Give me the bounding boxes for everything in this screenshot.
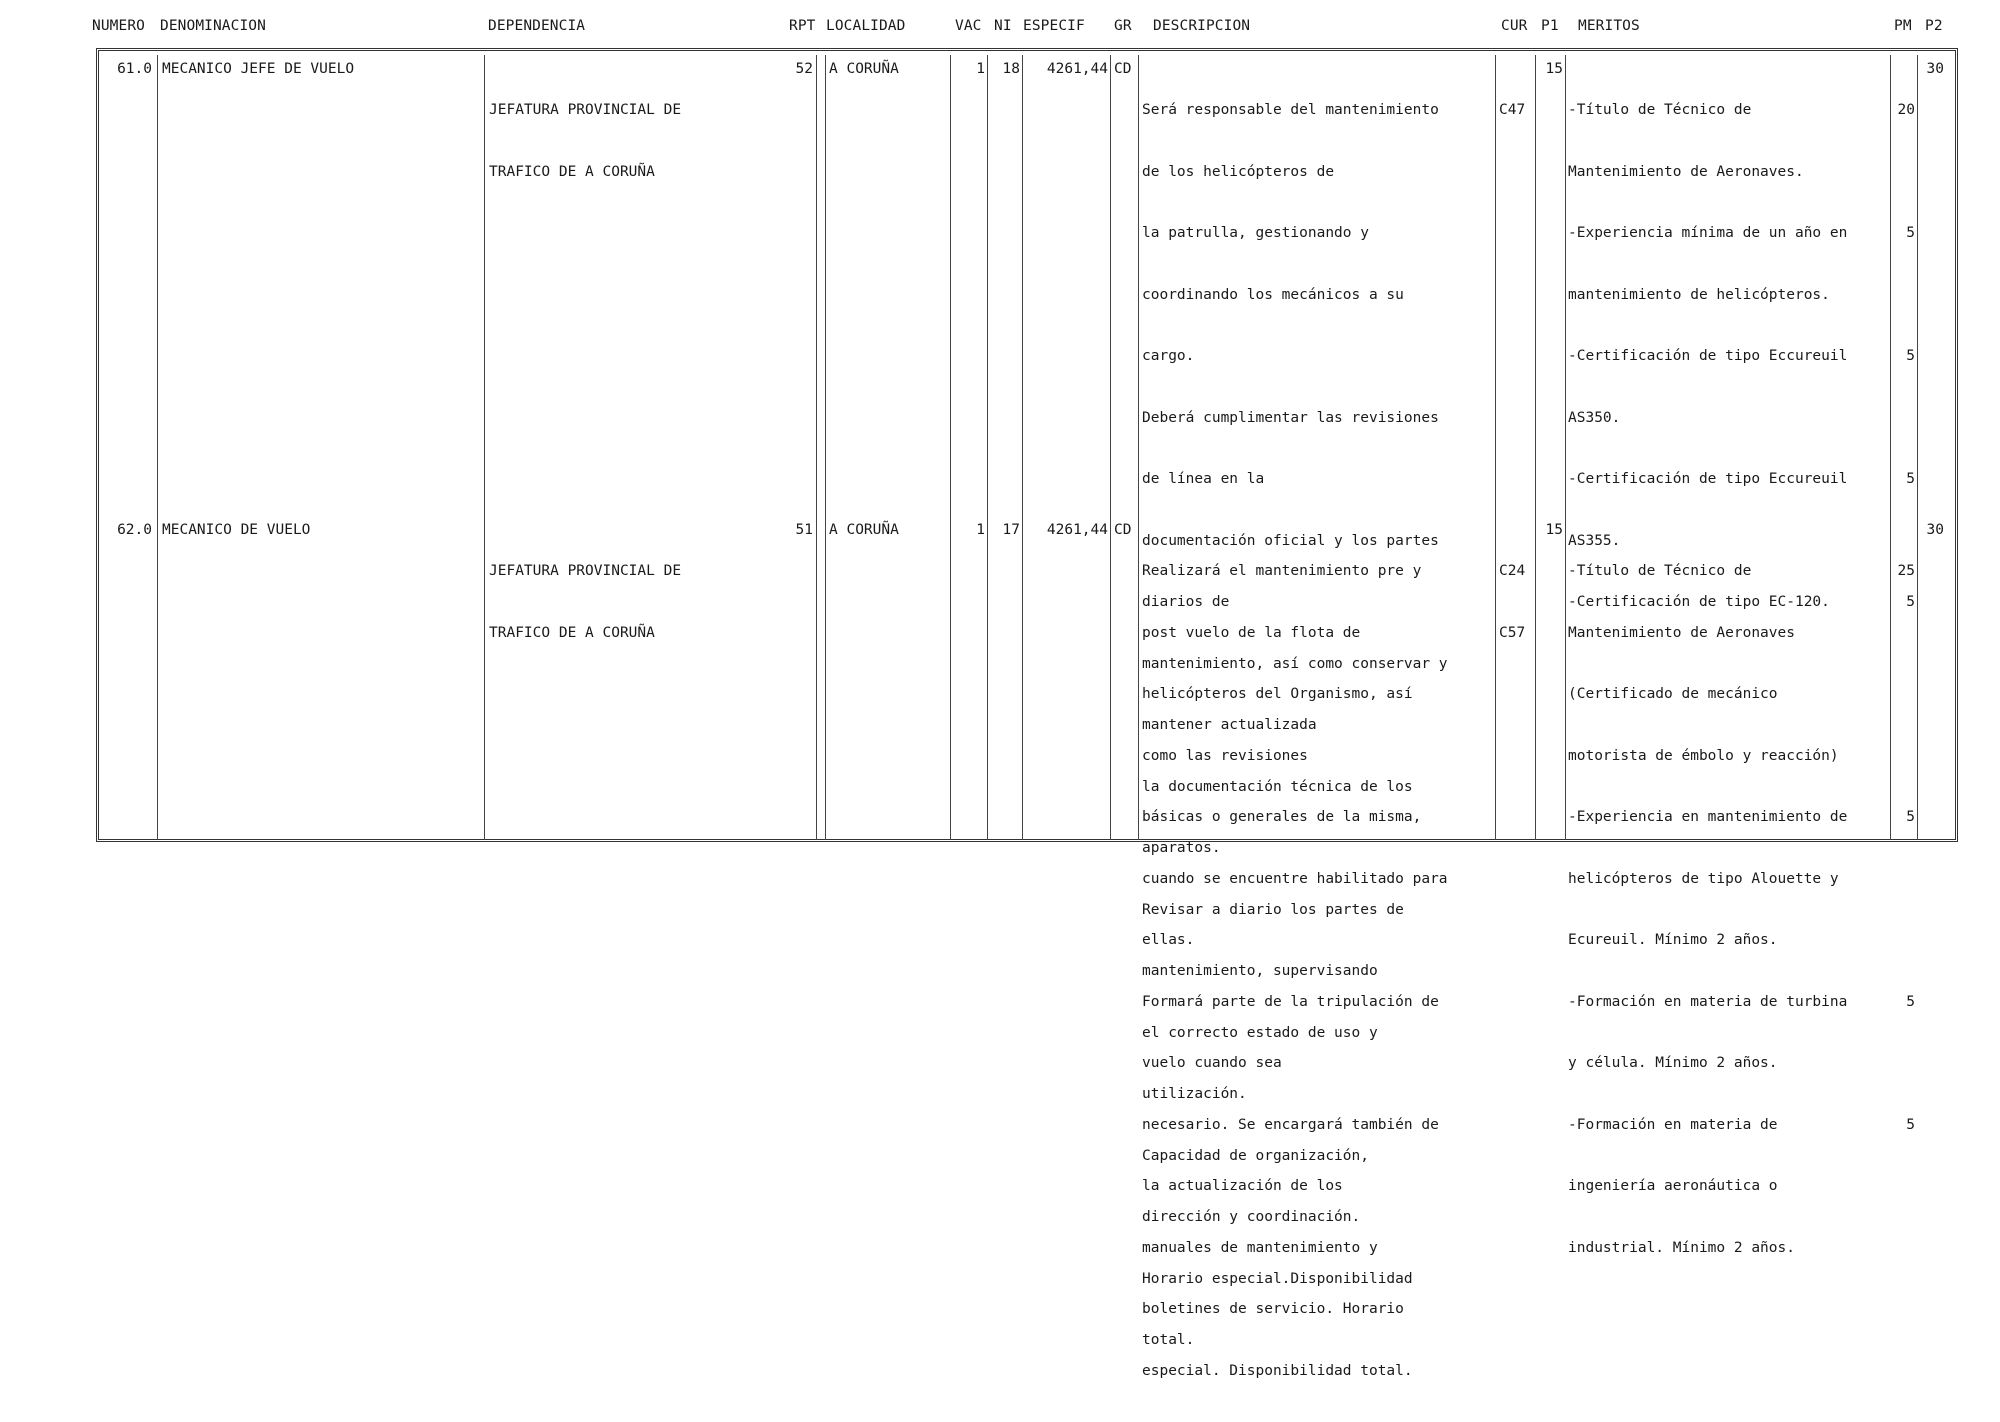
rule-14 (1917, 55, 1918, 840)
descripcion-line: utilización. (1142, 1086, 1247, 1102)
row-dependencia (489, 520, 681, 684)
rule-4 (825, 55, 826, 840)
row-especif: 4261,44 (1046, 61, 1108, 77)
header-denominacion: DENOMINACION (160, 18, 266, 34)
header-descripcion: DESCRIPCION (1153, 18, 1251, 34)
row-ni: 18 (1002, 61, 1020, 77)
descripcion-line: dirección y coordinación. (1142, 1209, 1361, 1225)
descripcion-line: básicas o generales de la misma, (1142, 809, 1422, 825)
pm-value (1891, 623, 1915, 644)
header-numero: NUMERO (92, 18, 145, 34)
meritos-line: AS350. (1568, 409, 1621, 426)
header-p2: P2 (1925, 18, 1943, 34)
pm-value: 5 (1906, 225, 1915, 241)
row-p1: 15 (1545, 61, 1563, 77)
pm-value (1891, 408, 1915, 429)
meritos-line: ingeniería aeronáutica o (1568, 1178, 1778, 1194)
pm-value (1891, 162, 1915, 183)
rule-9 (1138, 55, 1139, 840)
header-especif: ESPECIF (1023, 18, 1085, 34)
meritos-line: -Título de Técnico de (1568, 563, 1752, 579)
descripcion-line: documentación oficial y los partes (1142, 532, 1439, 549)
descripcion-line: Formará parte de la tripulación de (1142, 993, 1439, 1010)
descripcion-line: Realizará el mantenimiento pre y (1142, 563, 1422, 579)
header-meritos: MERITOS (1578, 18, 1640, 34)
meritos-line: y célula. Mínimo 2 años. (1568, 1055, 1778, 1071)
descripcion-line: de los helicópteros de (1142, 163, 1335, 180)
header-p1: P1 (1541, 18, 1559, 34)
header-localidad: LOCALIDAD (826, 18, 906, 34)
pm-value (1891, 1053, 1915, 1074)
row-cur (1499, 520, 1534, 684)
meritos-line: -Formación en materia de turbina (1568, 993, 1848, 1010)
descripcion-line: la patrulla, gestionando y (1142, 225, 1369, 241)
rule-2 (484, 55, 485, 840)
descripcion-line: ellas. (1142, 932, 1195, 948)
descripcion-line: helicópteros del Organismo, así (1142, 686, 1413, 702)
descripcion-line: mantenimiento, así como conservar y (1142, 655, 1448, 672)
header-vac: VAC (955, 18, 982, 34)
meritos-line: (Certificado de mecánico (1568, 686, 1778, 702)
rule-12 (1565, 55, 1566, 840)
descripcion-line: cuando se encuentre habilitado para (1142, 870, 1448, 887)
row-vac: 1 (976, 522, 985, 538)
descripcion-line: Deberá cumplimentar las revisiones (1142, 409, 1439, 426)
descripcion-line: de línea en la (1142, 471, 1265, 487)
cur-code: C47 (1499, 102, 1526, 118)
descripcion-line: post vuelo de la flota de (1142, 624, 1361, 641)
descripcion-line: Horario especial.Disponibilidad (1142, 1270, 1413, 1287)
descripcion-line: cargo. (1142, 348, 1195, 364)
row-denominacion: MECANICO JEFE DE VUELO (162, 61, 355, 77)
row-rpt: 51 (795, 522, 813, 538)
row-p2: 30 (1926, 61, 1944, 77)
dependencia-line: JEFATURA PROVINCIAL DE (489, 563, 682, 579)
cur-code: C57 (1499, 624, 1526, 641)
descripcion-line: coordinando los mecánicos a su (1142, 286, 1404, 303)
pm-value (1891, 684, 1915, 705)
row-localidad: A CORUÑA (829, 522, 899, 538)
pm-value: 5 (1906, 809, 1915, 825)
pm-value: 5 (1906, 993, 1915, 1010)
row-cur (1499, 59, 1534, 162)
meritos-line: mantenimiento de helicópteros. (1568, 286, 1830, 303)
rule-7 (1022, 55, 1023, 840)
meritos-line: motorista de émbolo y reacción) (1568, 747, 1839, 764)
meritos-line: AS355. (1568, 532, 1621, 549)
meritos-line: -Experiencia en mantenimiento de (1568, 809, 1848, 825)
descripcion-line: manuales de mantenimiento y (1142, 1239, 1378, 1256)
row-especif: 4261,44 (1046, 522, 1108, 538)
descripcion-line: mantenimiento, supervisando (1142, 963, 1378, 979)
descripcion-line: la documentación técnica de los (1142, 778, 1413, 795)
row-denominacion: MECANICO DE VUELO (162, 522, 311, 538)
pm-value: 5 (1906, 471, 1915, 487)
row-p1: 15 (1545, 522, 1563, 538)
header-pm: PM (1894, 18, 1912, 34)
dependencia-line: JEFATURA PROVINCIAL DE (489, 102, 682, 118)
row-gr: CD (1114, 61, 1132, 77)
pm-value (1891, 746, 1915, 767)
descripcion-line: como las revisiones (1142, 747, 1308, 764)
row-localidad: A CORUÑA (829, 61, 899, 77)
header-cur: CUR (1501, 18, 1528, 34)
rule-3 (816, 55, 817, 840)
dependencia-line: TRAFICO DE A CORUÑA (489, 624, 655, 641)
meritos-line: -Certificación de tipo Eccureuil (1568, 471, 1848, 487)
meritos-line: -Certificación de tipo Eccureuil (1568, 348, 1848, 364)
meritos-line: Mantenimiento de Aeronaves. (1568, 163, 1804, 180)
row-descripcion (1142, 520, 1448, 1422)
pm-value (1891, 869, 1915, 890)
pm-value: 5 (1906, 594, 1915, 610)
descripcion-line: la actualización de los (1142, 1178, 1343, 1194)
rule-6 (987, 55, 988, 840)
row-meritos (1568, 520, 1847, 1299)
descripcion-line: Capacidad de organización, (1142, 1147, 1369, 1164)
row-vac: 1 (976, 61, 985, 77)
rule-11 (1535, 55, 1536, 840)
pm-value: 5 (1906, 348, 1915, 364)
row-p2: 30 (1926, 522, 1944, 538)
row-rpt: 52 (795, 61, 813, 77)
rule-10 (1495, 55, 1496, 840)
row-numero: 62.0 (117, 522, 152, 538)
row-pm (1891, 520, 1915, 1299)
rule-1 (157, 55, 158, 840)
meritos-line: Mantenimiento de Aeronaves (1568, 624, 1795, 641)
row-ni: 17 (1002, 522, 1020, 538)
descripcion-line: el correcto estado de uso y (1142, 1024, 1378, 1041)
header-ni: NI (994, 18, 1012, 34)
pm-value (1891, 285, 1915, 306)
pm-value (1891, 930, 1915, 951)
row-gr: CD (1114, 522, 1132, 538)
pm-value: 5 (1906, 1116, 1915, 1133)
cur-code: C24 (1499, 563, 1526, 579)
header-dependencia: DEPENDENCIA (488, 18, 586, 34)
descripcion-line: total. (1142, 1332, 1195, 1348)
dependencia-line: TRAFICO DE A CORUÑA (489, 163, 655, 180)
meritos-line: -Certificación de tipo EC-120. (1568, 594, 1830, 610)
descripcion-line: aparatos. (1142, 840, 1221, 856)
descripcion-line: necesario. Se encargará también de (1142, 1116, 1439, 1133)
descripcion-line: especial. Disponibilidad total. (1142, 1362, 1413, 1379)
meritos-line: -Experiencia mínima de un año en (1568, 225, 1848, 241)
meritos-line: helicópteros de tipo Alouette y (1568, 870, 1839, 887)
rule-5 (950, 55, 951, 840)
meritos-line: -Título de Técnico de (1568, 102, 1752, 118)
descripcion-line: diarios de (1142, 594, 1230, 610)
row-numero: 61.0 (117, 61, 152, 77)
descripcion-line: mantener actualizada (1142, 717, 1317, 733)
meritos-line: industrial. Mínimo 2 años. (1568, 1239, 1795, 1256)
descripcion-line: boletines de servicio. Horario (1142, 1301, 1404, 1317)
pm-value (1891, 1238, 1915, 1259)
header-rpt: RPT (789, 18, 816, 34)
row-dependencia (489, 59, 681, 223)
rule-8 (1110, 55, 1111, 840)
pm-value: 20 (1897, 102, 1915, 118)
header-gr: GR (1114, 18, 1132, 34)
pm-value: 25 (1897, 563, 1915, 579)
pm-value (1891, 1176, 1915, 1197)
descripcion-line: vuelo cuando sea (1142, 1055, 1282, 1071)
meritos-line: Ecureuil. Mínimo 2 años. (1568, 932, 1778, 948)
meritos-line: -Formación en materia de (1568, 1116, 1778, 1133)
descripcion-line: Será responsable del mantenimiento (1142, 102, 1439, 118)
descripcion-line: Revisar a diario los partes de (1142, 901, 1404, 918)
